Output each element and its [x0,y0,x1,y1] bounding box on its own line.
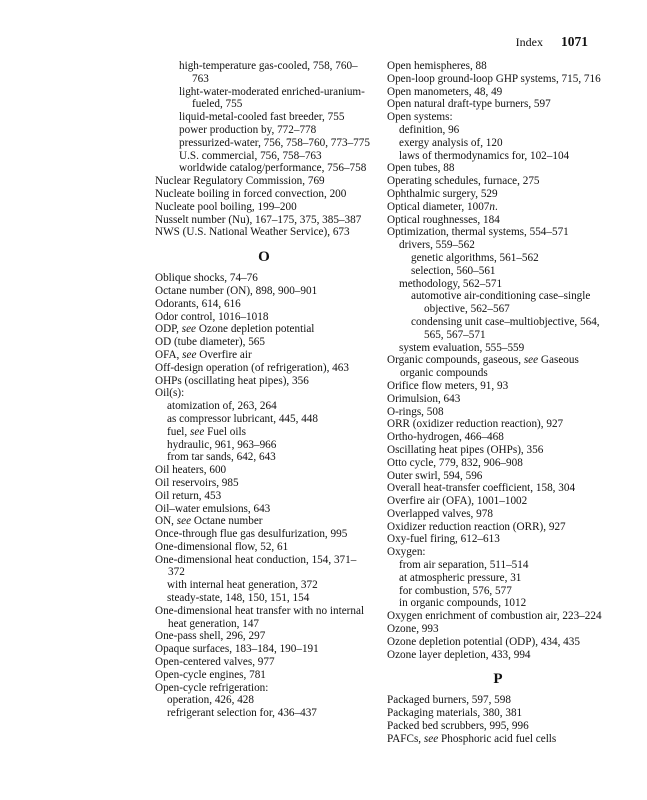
index-subentry: definition, 96 [399,123,460,136]
index-entry: Oxygen enrichment of combustion air, 223–224 [387,610,602,623]
index-subentry: genetic algorithms, 561–562 [411,251,539,264]
page-header [516,34,588,50]
index-entry: Open hemispheres, 88 [387,60,487,72]
index-entry: One-dimensional heat conduction, 154, 371–372 [155,553,357,579]
index-subentry: pressurized-water, 756, 758–760, 773–775 [179,136,370,149]
index-entry: Ortho-hydrogen, 466–468 [387,431,504,444]
index-subentry: with internal heat generation, 372 [167,579,318,592]
index-subentry: system evaluation, 555–559 [399,341,525,354]
index-entry: Orimulsion, 643 [387,392,461,405]
index-entry: Open natural draft-type burners, 597 [387,98,551,111]
index-entry: NWS (U.S. National Weather Service), 673 [155,226,350,239]
index-entry: Optical diameter, 1007n. [387,200,498,213]
index-subentry: for combustion, 576, 577 [399,584,512,597]
page-number: 1071 [561,34,588,49]
index-subentry: fuel, see Fuel oils [167,425,246,438]
index-entry: Open tubes, 88 [387,162,455,175]
index-subentry: laws of thermodynamics for, 102–104 [399,149,570,162]
index-subentry: in organic compounds, 1012 [399,597,527,610]
index-subentry: from tar sands, 642, 643 [167,451,276,464]
index-entry: Oil reservoirs, 985 [155,476,239,489]
index-entry: One-dimensional flow, 52, 61 [155,540,289,553]
index-entry: PAFCs, see Phosphoric acid fuel cells [387,732,557,745]
index-entry: OHPs (oscillating heat pipes), 356 [155,374,309,387]
index-entry: Open-loop ground-loop GHP systems, 715, 716 [387,72,601,85]
index-entry: Oxidizer reduction reaction (ORR), 927 [387,520,566,533]
index-subentry: as compressor lubricant, 445, 448 [167,412,318,425]
index-entry: Organic compounds, gaseous, see Gaseous organic compounds [387,354,579,380]
index-entry: Optimization, thermal systems, 554–571 [387,226,569,239]
index-entry: Nucleate boiling in forced convection, 200 [155,187,347,200]
index-entry: Oil heaters, 600 [155,464,227,477]
index-subentry: steady-state, 148, 150, 151, 154 [167,592,310,605]
index-entry: Once-through flue gas desulfurization, 995 [155,528,348,541]
index-subentry: light-water-moderated enriched-uranium-fueled, 755 [179,85,365,111]
index-subentry: exergy analysis of, 120 [399,136,503,149]
index-subentry: drivers, 559–562 [399,239,475,252]
index-subentry: from air separation, 511–514 [399,559,529,572]
index-entry: Nucleate pool boiling, 199–200 [155,200,297,213]
index-subentry: automotive air-conditioning case–single objective, 562–567 [411,290,591,316]
index-entry: Odor control, 1016–1018 [155,310,269,323]
index-subentry: hydraulic, 961, 963–966 [167,438,277,451]
index-entry: Opaque surfaces, 183–184, 190–191 [155,643,319,656]
index-subentry: worldwide catalog/performance, 756–758 [179,162,367,175]
index-entry: Oil(s): [155,387,185,400]
index-subentry: condensing unit case–multiobjective, 564, 565, 567–571 [411,315,600,341]
index-entry: Oblique shocks, 74–76 [155,272,258,285]
index-entry: OFA, see Overfire air [155,348,252,361]
index-entry: Orifice flow meters, 91, 93 [387,379,509,392]
index-entry: ORR (oxidizer reduction reaction), 927 [387,418,564,431]
index-entry: Packaged burners, 597, 598 [387,694,511,707]
index-entry: Overlapped valves, 978 [387,507,493,520]
index-entry: Oil return, 453 [155,489,222,502]
index-entry: Open systems: [387,111,453,124]
index-entry: Ozone depletion potential (ODP), 434, 435 [387,635,580,648]
index-entry: Oxygen: [387,546,426,559]
index-entry: Packaging materials, 380, 381 [387,707,523,720]
index-entry: Outer swirl, 594, 596 [387,469,483,482]
section-letter: O [258,249,270,266]
index-subentry: at atmospheric pressure, 31 [399,571,522,584]
index-entry: ODP, see Ozone depletion potential [155,323,315,336]
index-column-left [155,60,373,720]
index-entry: Overall heat-transfer coefficient, 158, 304 [387,482,576,495]
index-entry: Odorants, 614, 616 [155,297,241,310]
index-entry: One-dimensional heat transfer with no internal heat generation, 147 [155,604,365,630]
index-entry: Ozone layer depletion, 433, 994 [387,648,531,661]
index-entry: Oil–water emulsions, 643 [155,502,271,515]
index-column-right [387,60,609,746]
index-entry: Otto cycle, 779, 832, 906–908 [387,456,523,469]
index-subentry: high-temperature gas-cooled, 758, 760–763 [179,60,358,85]
index-entry: Nusselt number (Nu), 167–175, 375, 385–387 [155,213,362,226]
running-head: Index [515,35,543,49]
index-subentry: refrigerant selection for, 436–437 [167,707,317,720]
index-subentry: liquid-metal-cooled fast breeder, 755 [179,111,345,124]
index-entry: Open-cycle refrigeration: [155,681,269,694]
index-entry: Ozone, 993 [387,623,439,636]
index-entry: Off-design operation (of refrigeration), 463 [155,361,349,374]
index-entry: Nuclear Regulatory Commission, 769 [155,175,325,188]
index-subentry: selection, 560–561 [411,264,496,277]
index-entry: Ophthalmic surgery, 529 [387,187,498,200]
index-entry: Open-centered valves, 977 [155,656,275,669]
section-letter: P [493,671,503,688]
index-subentry: operation, 426, 428 [167,694,254,707]
index-entry: One-pass shell, 296, 297 [155,630,266,643]
index-entry: Oscillating heat pipes (OHPs), 356 [387,443,544,456]
index-entry: OD (tube diameter), 565 [155,336,265,349]
index-entry: Optical roughnesses, 184 [387,213,500,226]
index-entry: Oxy-fuel firing, 612–613 [387,533,500,546]
index-entry: Overfire air (OFA), 1001–1002 [387,495,528,508]
index-entry: ON, see Octane number [155,515,263,528]
index-entry: Octane number (ON), 898, 900–901 [155,284,318,297]
index-entry: Open manometers, 48, 49 [387,85,503,98]
index-entry: Open-cycle engines, 781 [155,668,266,681]
index-subentry: atomization of, 263, 264 [167,400,277,413]
index-subentry: power production by, 772–778 [179,123,317,136]
index-entry: O-rings, 508 [387,405,444,418]
index-entry: Operating schedules, furnace, 275 [387,175,540,188]
index-subentry: U.S. commercial, 756, 758–763 [179,149,322,162]
index-subentry: methodology, 562–571 [399,277,503,290]
index-entry: Packed bed scrubbers, 995, 996 [387,720,529,733]
